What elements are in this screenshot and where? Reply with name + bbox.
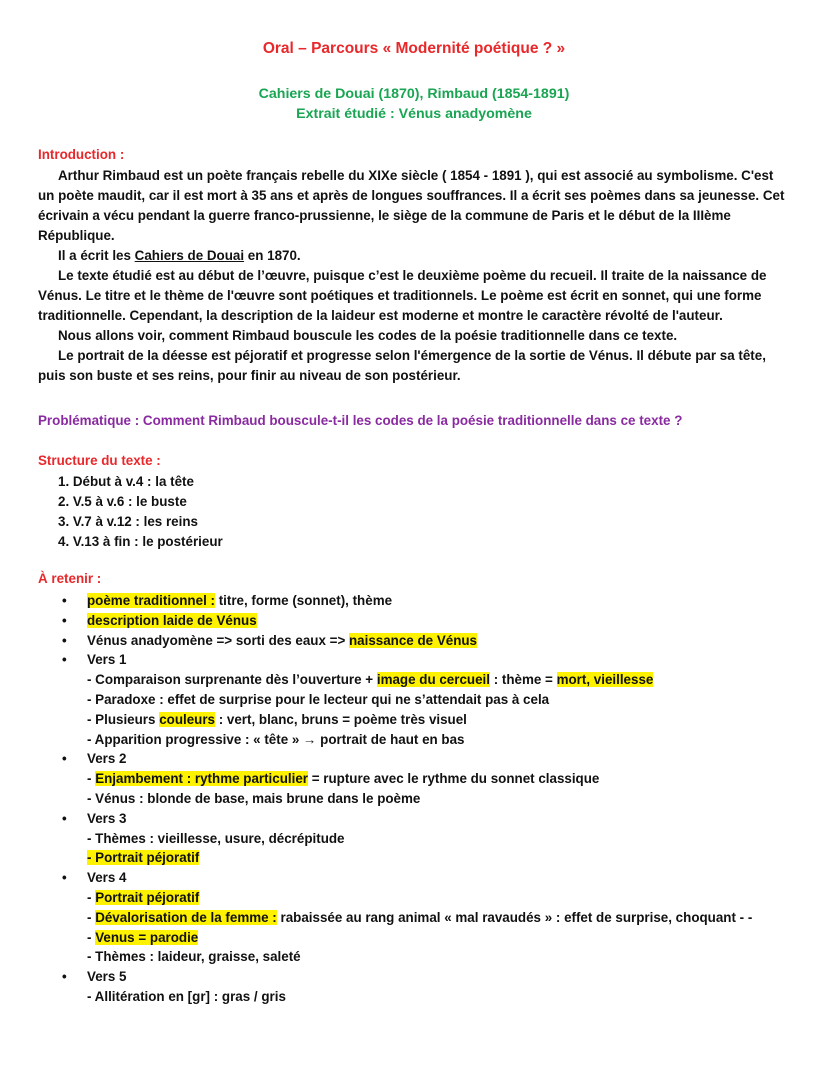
- vers-line: [87, 908, 752, 928]
- item-text: Vénus anadyomène => sorti des eaux =>: [87, 632, 349, 648]
- vers-title: Vers 3: [87, 810, 127, 826]
- line-text: : vert, blanc, bruns = poème très visuel: [215, 711, 467, 727]
- intro-paragraph-2: [38, 246, 790, 266]
- vers-line: [87, 848, 752, 868]
- item-text: titre, forme (sonnet), thème: [214, 593, 393, 608]
- vers-title: Vers 4: [87, 870, 127, 886]
- retenir-item: [62, 611, 752, 631]
- intro-paragraph-4: Nous allons voir, comment Rimbaud bouscule les codes de la poésie traditionnelle dans ce texte.: [58, 328, 678, 343]
- bullet-dot: •: [62, 870, 67, 886]
- intro-paragraph-5: Le portrait de la déesse est péjoratif et progresse selon l'émergence de la sortie de Vénus. Il débute par sa tête, puis son buste et ses reins, pour finir au niveau de son postérieur.: [38, 348, 766, 383]
- highlight-text: Portrait péjoratif: [95, 889, 200, 905]
- vers-line: - Paradoxe : effet de surprise pour le lecteur qui ne s’attendait pas à cela: [87, 691, 550, 707]
- line-text: -: [87, 771, 96, 787]
- bullet-dot: •: [62, 810, 67, 826]
- vers-line: - Thèmes : laideur, graisse, saleté: [87, 949, 301, 965]
- highlight-text: image du cercueil: [376, 672, 490, 688]
- bullet-dot: •: [62, 632, 67, 648]
- line-text: -: [87, 909, 96, 925]
- retenir-heading: À retenir :: [38, 571, 102, 586]
- line-text: = rupture avec le rythme du sonnet classique: [308, 771, 600, 787]
- line-text: : thème =: [489, 672, 557, 688]
- vers-title: Vers 5: [87, 969, 127, 985]
- vers-line: [87, 888, 752, 908]
- structure-item: 2. V.5 à v.6 : le buste: [58, 494, 187, 509]
- intro-paragraph-1: Arthur Rimbaud est un poète français rebelle du XIXe siècle ( 1854 - 1891 ), qui est associé au symbolisme. C'est un poète maudit, car il est mort à 35 ans et après de longues souffrances. Il a écrit ses poèmes dans sa jeunesse. Cet écrivain a vécu pendant la guerre franco-prussienne, le siège de la commune de Paris et le début de la IIIème République.: [38, 168, 785, 243]
- intro-paragraph-3: Le texte étudié est au début de l’œuvre, puisque c’est le deuxième poème du recueil. Il traite de la naissance de Vénus. Le titre et le thème de l'œuvre sont poétiques et traditionnels. Le poème est écrit en sonnet, qui une forme traditionnelle. Cependant, la description de la laideur est moderne et montre le caractère révolté de l'auteur.: [38, 268, 767, 323]
- retenir-item-vers-2: [62, 749, 752, 808]
- line-text: - Comparaison surprenante dès l’ouverture +: [87, 672, 377, 688]
- structure-heading: Structure du texte :: [38, 453, 161, 468]
- vers-line: - Vénus : blonde de base, mais brune dans le poème: [87, 790, 421, 806]
- structure-list: [58, 472, 223, 552]
- retenir-item-vers-4: [62, 868, 752, 967]
- highlight-text: Dévalorisation de la femme :: [95, 909, 277, 925]
- vers-line: - Thèmes : vieillesse, usure, décrépitude: [87, 830, 345, 846]
- bullet-dot: •: [62, 969, 67, 985]
- retenir-list: [62, 591, 752, 1007]
- vers-line: - Allitération en [gr] : gras / gris: [87, 988, 286, 1004]
- intro-heading: Introduction :: [38, 147, 125, 162]
- vers-line: - Apparition progressive : « tête » → portrait de haut en bas: [87, 731, 465, 747]
- line-text: -: [87, 929, 96, 945]
- intro-p2-text-end: en 1870.: [244, 248, 301, 263]
- retenir-item: [62, 631, 752, 651]
- structure-item: 4. V.13 à fin : le postérieur: [58, 534, 223, 549]
- document-title: Oral – Parcours « Modernité poétique ? »: [262, 40, 566, 57]
- structure-item: 1. Début à v.4 : la tête: [58, 474, 194, 489]
- highlight-text: couleurs: [159, 711, 215, 727]
- retenir-item-vers-5: [62, 967, 752, 1007]
- line-text: -: [87, 889, 96, 905]
- bullet-dot: •: [62, 652, 67, 668]
- highlight-text: Enjambement : rythme particulier: [95, 771, 309, 787]
- structure-item: 3. V.7 à v.12 : les reins: [58, 514, 198, 529]
- bullet-dot: •: [62, 751, 67, 767]
- retenir-item-vers-3: [62, 809, 752, 868]
- vers-line: [87, 710, 752, 730]
- intro-p2-work-title: Cahiers de Douai: [134, 248, 245, 263]
- highlight-text: Venus = parodie: [95, 929, 199, 945]
- document-subtitle-work: Cahiers de Douai (1870), Rimbaud (1854-1891): [258, 86, 570, 102]
- vers-line: [87, 670, 752, 690]
- highlight-text: description laide de Vénus: [87, 612, 257, 628]
- intro-p2-text: Il a écrit les: [58, 248, 135, 263]
- highlight-text: - Portrait péjoratif: [87, 850, 200, 866]
- highlight-text: poème traditionnel :: [87, 593, 215, 608]
- vers-line: [87, 769, 752, 789]
- highlight-text: naissance de Vénus: [348, 632, 477, 648]
- problematique: Problématique : Comment Rimbaud bouscule-t-il les codes de la poésie traditionnelle dans ce texte ?: [38, 413, 683, 428]
- retenir-item: [62, 591, 752, 611]
- bullet-dot: •: [62, 593, 67, 608]
- vers-line: [87, 928, 752, 948]
- intro-body: [38, 166, 790, 386]
- document-subtitle-extract: Extrait étudié : Vénus anadyomène: [296, 106, 532, 122]
- retenir-item-vers-1: [62, 650, 752, 749]
- vers-title: Vers 1: [87, 652, 127, 668]
- line-text: rabaissée au rang animal « mal ravaudés » : effet de surprise, choquant - -: [276, 909, 753, 925]
- vers-title: Vers 2: [87, 751, 127, 767]
- highlight-text: mort, vieillesse: [556, 672, 654, 688]
- line-text: - Plusieurs: [87, 711, 160, 727]
- bullet-dot: •: [62, 612, 67, 628]
